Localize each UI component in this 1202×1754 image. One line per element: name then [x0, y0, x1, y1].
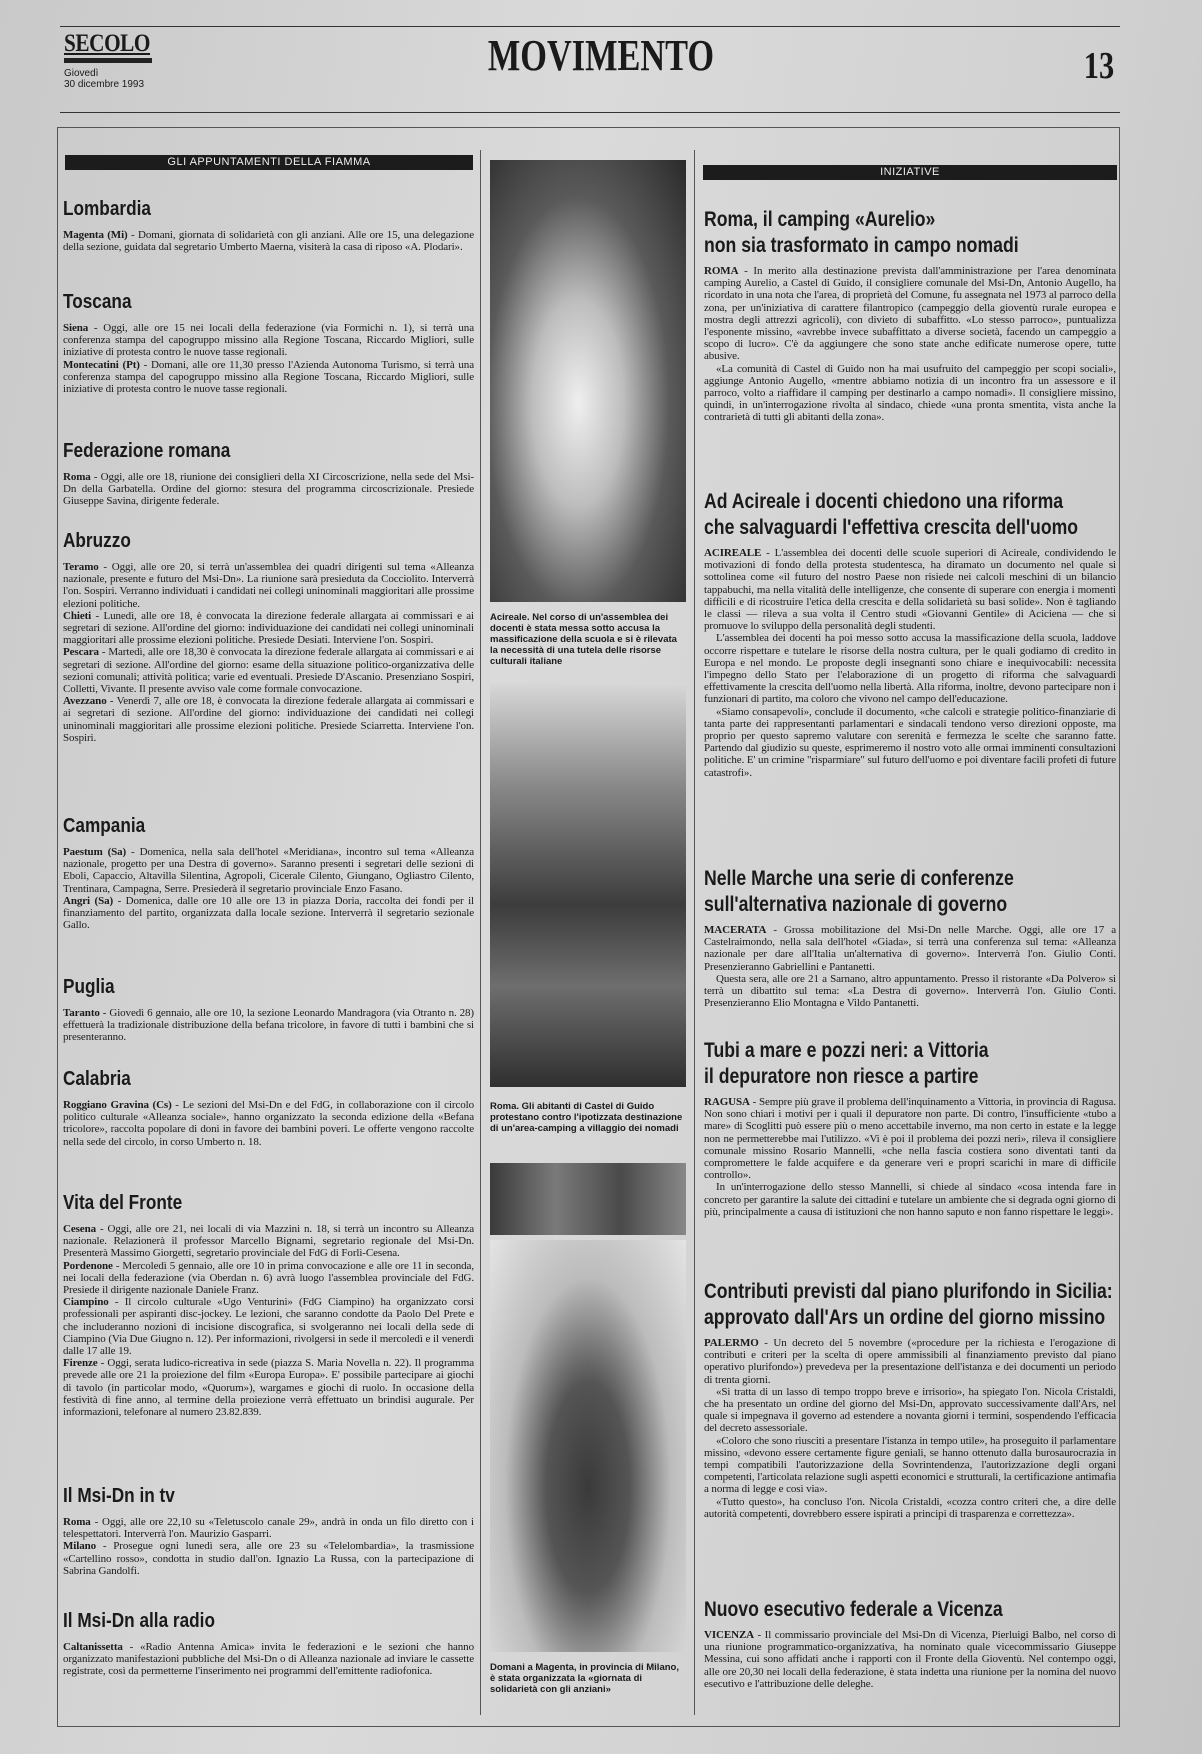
photo-caption: Roma. Gli abitanti di Castel di Guido protestano contro l'ipotizzata destinazione di un'area-camping a villaggio dei nomadi — [490, 1101, 683, 1134]
appointment-entry: Cesena - Oggi, alle ore 21, nei locali di via Mazzini n. 18, si terrà un incontro su Alleanza nazionale. Relazionerà il professor Marcello Bignami, segretario regionale del Msi-Dn. Presenterà Massimo Giorgetti, segretario provinciale del FdG di Forlì-Cesena. — [63, 1223, 474, 1260]
entry-text: Venerdì 7, alle ore 18, è convocata la direzione federale allargata ai commissari e ai segretari di sezione. All'ordine del giorno: individuazione dei candidati nei collegi uninominali maggioritari alle prossime elezioni politiche. Presiede Sciarretta. Interviene l'on. Sospiri. — [63, 695, 474, 744]
paragraph-text: L'assemblea dei docenti ha poi messo sotto accusa la massificazione della scuola, laddove occorre rispettare e tutelare le risorse della nostra cultura, per le quali godiamo di credito in Europa e nel mondo. Le proposte degli insegnanti sono chiare e inequivocabili: necessita l'impegno dello Stato per l'elaborazione di un progetto di riforma che salvaguardi effettivamente la crescita dell'uomo nella libertà. Alla riforma, inoltre, devono partecipare non i funzionari di partito, ma coloro che vivono nel campo dell'educazione. — [704, 632, 1116, 706]
entry-text: Oggi, alle ore 15 nei locali della federazione (via Formichi n. 1), si terrà una conferenza stampa del capogruppo missino alla Regione Toscana, Riccardo Migliori, sulle iniziative di protesta contro le nuove tasse regionali. — [63, 322, 474, 359]
paragraph-text: «La comunità di Castel di Guido non ha mai usufruito del campeggio per scopi sociali», aggiunge Antonio Augello, «mentre abbiamo notizia di un incontro fra un assessore e il parroco, volto a riaffidare il camping per destinarlo a campo nomadi». Il consigliere missino, quindi, in un'interrogazione rivolta al sindaco, chiede «una pronta smentita, vista anche la contrarietà di tutti gli abitanti della zona». — [704, 362, 1116, 424]
right-banner: INIZIATIVE — [703, 165, 1117, 180]
appointment-entry: Firenze - Oggi, serata ludico-ricreativa in sede (piazza S. Maria Novella n. 22). Il programma prevede alle ore 21 la proiezione del film «Europa Europa». E' possibile partecipare ai giochi di tavolo (in particolar modo, «Quorum»), wargames e giochi di ruolo. In occasione della festività di fine anno, al termine della proiezione verrà effettuato un brindisi augurale. Per informazioni, telefonare al numero 23.82.839. — [63, 1357, 474, 1419]
article-dateline: VICENZA — [704, 1629, 755, 1641]
article-paragraph: MACERATA - Grossa mobilitazione del Msi-Dn nelle Marche. Oggi, alle ore 17 a Castelraimondo, nella sala dell'hotel «Giada», si terrà una conferenza sul tema: «Alleanza nazionale per dare all'Italia un'alternativa di governo». Interverrà l'on. Giulio Conti. Presenzieranno Gabriellini e Pantanetti. — [704, 924, 1116, 973]
headline-line: Contributi previsti dal piano plurifondo in Sicilia: — [704, 1280, 1113, 1303]
article-paragraph — [704, 1181, 1116, 1218]
article-paragraph: ACIREALE - L'assemblea dei docenti delle scuole superiori di Acireale, condividendo le motivazioni di fondo della protesta studentesca, ha diramato un documento nel quale si sottolinea come «il futuro del nostro Paese non risiede nei calcoli meschini di un bilancio tappabuchi, ma nella vitalità delle intelligenze, che consente di superare con energia i momenti difficili e di ricostruire l'etica della crescita e della solidarietà su basi solide». Non è tagliando le classi — rileva a sua volta il Centro studi «Giovanni Gentile» di Aciciena — che si promuove lo sviluppo della personalità degli studenti. — [704, 547, 1116, 633]
section-body — [63, 1641, 474, 1678]
section-body — [63, 846, 474, 931]
headline-line: Ad Acireale i docenti chiedono una riforma — [704, 490, 1064, 513]
entry-text: Domenica, dalle ore 10 alle ore 13 in piazza Doria, raccolta dei fondi per il finanziamento del partito, organizzata dalla locale sezione. Interverrà il segretario sezionale Gallo. — [63, 894, 474, 932]
entry-place: Avezzano — [63, 695, 107, 708]
article-headline — [704, 1279, 1116, 1331]
left-banner: GLI APPUNTAMENTI DELLA FIAMMA — [65, 155, 473, 170]
appointment-entry: Taranto - Giovedì 6 gennaio, alle ore 10, la sezione Leonardo Mandragora (via Otranto n. 28) effettuerà la tradizionale distribuzione della befana tricolore, in favore di tutti i bambini che si presenteranno. — [63, 1007, 474, 1044]
entry-place: Montecatini (Pt) — [63, 358, 140, 371]
entry-text: Domani, alle ore 11,30 presso l'Azienda Autonoma Turismo, si terrà una conferenza stampa del capogruppo missino alla Regione Toscana, Riccardo Migliori, sulle iniziative di protesta contro le nuove tasse regionali. — [63, 358, 474, 396]
appointment-section — [63, 529, 474, 744]
entry-place: Caltanissetta — [63, 1641, 123, 1653]
region-heading: Vita del Fronte — [63, 1192, 183, 1214]
appointment-entry: Pescara - Martedì, alle ore 18,30 è convocata la direzione federale allargata ai commissari e ai segretari di sezione. All'ordine del giorno: esame della situazione politico-organizzativa delle sezioni comunali; attività politica; varie ed eventuali. Presiede D'Ascanio. Presenziano Sospiri, Colletti, Vivante. Il presente avviso vale come formale convocazione. — [63, 646, 474, 696]
entry-text: Giovedì 6 gennaio, alle ore 10, la sezione Leonardo Mandragora (via Otranto n. 28) effettuerà la tradizionale distribuzione della befana tricolore, in favore di tutti i bambini che si presenteranno. — [63, 1007, 474, 1044]
paragraph-text: «Coloro che sono riusciti a presentare l'istanza in tempo utile», ha proseguito il parlamentare missino, «devono essere certamente figure geniali, se hanno ottenuto dalla burosaurocrazia in tempi compatibili l'autorizzazione della Sovrintendenza, l'autorizzazione degli organi competenti, l'articolata relazione sugli aspetti economici e strutturali, la certificazione antimafia a norma di legge e così via». — [704, 1434, 1116, 1496]
entry-place: Firenze — [63, 1357, 98, 1370]
region-heading: Il Msi-Dn alla radio — [63, 1610, 215, 1632]
paragraph-text: Il commissario provinciale del Msi-Dn di Vicenza, Pierluigi Balbo, nel corso di una riunione programmatico-organizzativa, ha nominato quale vicecommissario Giuseppe Messina, cui sono affidati anche i rapporti con il Fronte della Gioventù. Nel contempo oggi, alle ore 20,30 nei locali della federazione, è stata indetta una riunione per la nomina del nuovo esecutivo e l'attribuzione delle deleghe. — [704, 1629, 1116, 1690]
appointment-section — [63, 1484, 474, 1577]
region-heading: Abruzzo — [63, 530, 131, 552]
headline-line: Nuovo esecutivo federale a Vicenza — [704, 1598, 1003, 1621]
entry-text: Prosegue ogni lunedì sera, alle ore 23 su «Telelombardia», la trasmissione «Cartellino rosso», condotta in studio dall'on. Ignazio La Russa, con la partecipazione di Sabrina Gandolfi. — [63, 1540, 474, 1577]
photo-castel-di-guido-residents — [490, 683, 686, 1087]
appointment-section — [63, 814, 474, 931]
region-heading: Campania — [63, 815, 146, 837]
entry-place: Angri (Sa) — [63, 894, 114, 907]
appointment-section — [63, 290, 474, 395]
headline-line: che salvaguardi l'effettiva crescita dell'uomo — [704, 516, 1079, 539]
article — [704, 1597, 1116, 1690]
entry-text: Lunedì, alle ore 18, è convocata la direzione federale allargata ai commissari e ai segretari di sezione. All'ordine del giorno: individuazione dei candidati nei collegi uninominali maggioritari alle prossime elezioni politiche. Presiede Desiati. Interviene l'on. Sospiri. — [63, 609, 474, 647]
column-divider — [694, 150, 695, 1715]
region-heading: Puglia — [63, 976, 115, 998]
article — [704, 207, 1116, 424]
headline-line: sull'alternativa nazionale di governo — [704, 893, 1008, 916]
appointment-entry: Milano - Prosegue ogni lunedì sera, alle ore 23 su «Telelombardia», la trasmissione «Cartellino rosso», condotta in studio dall'on. Ignazio La Russa, con la partecipazione di Sabrina Gandolfi. — [63, 1540, 474, 1577]
entry-place: Magenta (Mi) — [63, 229, 128, 241]
paragraph-text: «Tutto questo», ha concluso l'on. Nicola Cristaldi, «cozza contro criteri che, a dire delle autorità competenti, dovrebbero essere ispirati a principi di trasparenza e correttezza». — [704, 1495, 1116, 1520]
appointment-entry: Montecatini (Pt) - Domani, alle ore 11,30 presso l'Azienda Autonoma Turismo, si terrà una conferenza stampa del capogruppo missino alla Regione Toscana, Riccardo Migliori, sulle iniziative di protesta contro le nuove tasse regionali. — [63, 358, 474, 396]
article-paragraph: PALERMO - Un decreto del 5 novembre («procedure per la richiesta e l'erogazione di contributi e criteri per la scelta di opere ammissibili al finanziamento previsto dal piano operativo plurifondo») prevedeva per la presentazione dell'istanza e dei documenti un periodo di trenta giorni. — [704, 1337, 1116, 1386]
column-divider — [480, 150, 481, 1715]
article-headline — [704, 1597, 1116, 1623]
entry-text: Le sezioni del Msi-Dn e del FdG, in collaborazione con il circolo politico culturale «Alleanza sociale», hanno organizzato la seconda edizione della «Befana tricolore», raccolta popolare di doni in favore dei bambini poveri. Le offerte vengono raccolte nella sede del circolo, in corso Umberto n. 18. — [63, 1099, 474, 1148]
masthead-logo: SECOLO — [64, 30, 151, 57]
article-dateline: MACERATA — [704, 924, 767, 936]
entry-place: Roma — [63, 1516, 91, 1528]
entry-text: Mercoledì 5 gennaio, alle ore 10 in prima convocazione e alle ore 11 in seconda, nei locali della federazione (via Oberdan n. 6) avrà luogo l'assemblea provinciale del FdG. Presiede il dirigente nazionale Daniele Franz. — [63, 1259, 474, 1297]
article-body — [704, 1337, 1116, 1520]
entry-place: Roggiano Gravina (Cs) — [63, 1099, 172, 1111]
entry-text: Oggi, alle ore 21, nei locali di via Mazzini n. 18, si terrà un incontro su Alleanza nazionale. Relazionerà il professor Marcello Bignami, segretario regionale del Msi-Dn. Presenterà Massimo Giorgetti, segretario provinciale del FdG di Forlì-Cesena. — [63, 1223, 474, 1260]
section-body — [63, 471, 474, 508]
entry-place: Pordenone — [63, 1259, 113, 1272]
photo-caption: Domani a Magenta, in provincia di Milano, è stata organizzata la «giornata di solidarietà con gli anziani» — [490, 1662, 679, 1695]
entry-text: Oggi, serata ludico-ricreativa in sede (piazza S. Maria Novella n. 22). Il programma prevede alle ore 21 la proiezione del film «Europa Europa». E' possibile partecipare ai giochi di tavolo (in particolar modo, «Quorum»), wargames e giochi di ruolo. In occasione della festività di fine anno, al termine della proiezione verrà effettuato un brindisi augurale. Per informazioni, telefonare al numero 23.82.839. — [63, 1357, 474, 1419]
section-body — [63, 1099, 474, 1148]
article-body — [704, 265, 1116, 424]
paragraph-text: L'assemblea dei docenti delle scuole superiori di Acireale, condividendo le motivazioni di fondo della protesta studentesca, ha diramato un documento nel quale si sottolinea come «il futuro del nostro Paese non risiede nei calcoli meschini di un bilancio tappabuchi, ma nella vitalità delle intelligenze, che consente di superare con energia i momenti difficili e di ricostruire l'etica della crescita e della solidarietà su basi solide». Non è tagliando le classi — rileva a sua volta il Centro studi «Giovanni Gentile» di Aciciena — che si promuove lo sviluppo della personalità degli studenti. — [704, 547, 1116, 633]
region-heading: Federazione romana — [63, 440, 231, 462]
entry-text: Domenica, nella sala dell'hotel «Meridiana», incontro sul tema «Alleanza nazionale, progetto per una Destra di governo». Saranno presenti i segretari delle sezioni di Eboli, Capaccio, Altavilla Silentina, Agropoli, Cicerale Cilento, Giungano, Ogliastro Cilento, Trentinara, Campagna, Serre. Presiederà il segretario provinciale Enzo Fasano. — [63, 846, 474, 895]
entry-text: Martedì, alle ore 18,30 è convocata la direzione federale allargata ai commissari e ai segretari di sezione. All'ordine del giorno: esame della situazione politico-organizzativa delle sezioni comunali; attività politica; varie ed eventuali. Presiede D'Ascanio. Presenziano Sospiri, Colletti, Vivante. Il presente avviso vale come formale convocazione. — [63, 646, 474, 696]
region-heading: Toscana — [63, 291, 132, 313]
entry-place: Teramo — [63, 561, 99, 573]
paragraph-text: In un'interrogazione dello stesso Mannelli, si chiede al sindaco «cosa intenda fare in concreto per garantire la salute dei cittadini e tutelare un ambiente che si degrada ogni giorno di più, principalmente a causa di istituzioni che non hanno saputo e non fanno rispettare le leggi». — [704, 1181, 1116, 1218]
entry-place: Paestum (Sa) — [63, 846, 127, 858]
photo-strip — [490, 1163, 686, 1235]
entry-place: Roma — [63, 471, 91, 483]
article — [704, 1038, 1116, 1218]
section-body — [63, 561, 474, 744]
article-paragraph — [704, 1435, 1116, 1496]
section-body — [63, 1223, 474, 1418]
article-headline — [704, 866, 1116, 918]
headline-line: Nelle Marche una serie di conferenze — [704, 867, 1014, 890]
article-headline — [704, 1038, 1116, 1090]
article-paragraph: ROMA - In merito alla destinazione prevista dall'amministrazione per l'area denominata camping Aurelio, a Castel di Guido, il consigliere comunale del Msi-Dn, Antonio Augello, ha ricordato in una nota che l'area, di proprietà del Comune, fu assegnata nel 1973 al parroco della zona, per un'iniziativa di carattere filantropico (campeggio della gioventù rurale europea e mostra degli attrezzi agricoli), con divieto di subaffitto. «Lo stesso parroco», puntualizza l'esponente missino, «avrebbe invece subaffittato a diverse società, facendo un campeggio a scopo di lucro». C'è da aggiungere che sono state anche edificate numerose opere, tutte abusive. — [704, 265, 1116, 363]
header-rule — [60, 112, 1120, 113]
region-heading: Il Msi-Dn in tv — [63, 1485, 175, 1507]
photo-elderly-man-bench — [490, 1240, 686, 1652]
article-paragraph: VICENZA - Il commissario provinciale del Msi-Dn di Vicenza, Pierluigi Balbo, nel corso di una riunione programmatico-organizzativa, ha nominato quale vicecommissario Giuseppe Messina, cui sono affidati anche i rapporti con il Fronte della Gioventù. Nel contempo oggi, alle ore 20,30 nei locali della federazione, è stata indetta una riunione per la nomina del nuovo esecutivo e l'attribuzione delle deleghe. — [704, 1629, 1116, 1690]
appointment-entry: Paestum (Sa) - Domenica, nella sala dell'hotel «Meridiana», incontro sul tema «Alleanza nazionale, progetto per una Destra di governo». Saranno presenti i segretari delle sezioni di Eboli, Capaccio, Altavilla Silentina, Agropoli, Cicerale Cilento, Giungano, Ogliastro Cilento, Trentinara, Campagna, Serre. Presiederà il segretario provinciale Enzo Fasano. — [63, 846, 474, 895]
headline-line: non sia trasformato in campo nomadi — [704, 234, 1019, 257]
headline-line: approvato dall'Ars un ordine del giorno missino — [704, 1306, 1106, 1329]
paragraph-text: Grossa mobilitazione del Msi-Dn nelle Marche. Oggi, alle ore 17 a Castelraimondo, nella sala dell'hotel «Giada», si terrà una conferenza sul tema: «Alleanza nazionale per dare all'Italia un'alternativa di governo». Interverrà l'on. Giulio Conti. Presenzieranno Gabriellini e Pantanetti. — [704, 924, 1116, 973]
section-body — [63, 1007, 474, 1044]
article-paragraph — [704, 363, 1116, 424]
entry-text: «Radio Antenna Amica» invita le federazioni e le sezioni che hanno organizzato manifestazioni pubbliche del Msi-Dn o di Alleanza nazionale ad inviare le cassette registrate, così da permetterne l'inserimento nei programmi dell'emittente radiofonica. — [63, 1641, 474, 1678]
appointment-entry: Avezzano - Venerdì 7, alle ore 18, è convocata la direzione federale allargata ai commissari e ai segretari di sezione. All'ordine del giorno: individuazione dei candidati nei collegi uninominali maggioritari alle prossime elezioni politiche. Presiede Sciarretta. Interviene l'on. Sospiri. — [63, 695, 474, 744]
appointment-entry: Magenta (Mi) - Domani, giornata di solidarietà con gli anziani. Alle ore 15, una delegazione della sezione, guidata dal segretario Umberto Maerna, visiterà la casa di riposo «A. Plodari». — [63, 229, 474, 254]
region-heading: Lombardia — [63, 198, 151, 220]
article-dateline: ACIREALE — [704, 547, 762, 559]
article-headline — [704, 489, 1116, 541]
appointment-entry: Siena - Oggi, alle ore 15 nei locali della federazione (via Formichi n. 1), si terrà una conferenza stampa del capogruppo missino alla Regione Toscana, Riccardo Migliori, sulle iniziative di protesta contro le nuove tasse regionali. — [63, 322, 474, 359]
article-paragraph — [704, 1496, 1116, 1520]
entry-text: Il circolo culturale «Ugo Venturini» (FdG Ciampino) ha organizzato corsi professionali per aspiranti disc-jockey. Le lezioni, che saranno condotte da Paolo Del Prete e che includeranno nozioni di incisione discografica, si svolgeranno nei locali della sede di Ciampino (Via Due Giugno n. 12). Per informazioni, rivolgersi in sede il mercoledì e il venerdì dalle 17 alle 19. — [63, 1296, 474, 1358]
article-paragraph — [704, 973, 1116, 1010]
appointment-entry: Ciampino - Il circolo culturale «Ugo Venturini» (FdG Ciampino) ha organizzato corsi professionali per aspiranti disc-jockey. Le lezioni, che saranno condotte da Paolo Del Prete e che includeranno nozioni di incisione discografica, si svolgeranno nei locali della sede di Ciampino (Via Due Giugno n. 12). Per informazioni, rivolgersi in sede il mercoledì e il venerdì dalle 17 alle 19. — [63, 1296, 474, 1358]
article-body — [704, 924, 1116, 1009]
entry-text: Oggi, alle ore 18, riunione dei consiglieri della XI Circoscrizione, nella sede del Msi-Dn della Garbatella. Ordine del giorno: stesura del programma circoscrizionale. Presiede Giuseppe Savina, dirigente federale. — [63, 471, 474, 508]
top-rule — [60, 26, 1120, 27]
paragraph-text: Un decreto del 5 novembre («procedure per la richiesta e l'erogazione di contributi e criteri per la scelta di opere ammissibili al finanziamento previsto dal piano operativo plurifondo») prevedeva per la presentazione dell'istanza e dei documenti un periodo di trenta giorni. — [704, 1337, 1116, 1386]
entry-place: Chieti — [63, 609, 92, 622]
entry-text: Domani, giornata di solidarietà con gli anziani. Alle ore 15, una delegazione della sezione, guidata dal segretario Umberto Maerna, visiterà la casa di riposo «A. Plodari». — [63, 229, 474, 254]
article-paragraph — [704, 1386, 1116, 1435]
headline-line: il depuratore non riesce a partire — [704, 1065, 979, 1088]
entry-place: Siena — [63, 322, 89, 334]
page-number: 13 — [1083, 45, 1115, 87]
paragraph-text: In merito alla destinazione prevista dall'amministrazione per l'area denominata camping Aurelio, a Castel di Guido, il consigliere comunale del Msi-Dn, Antonio Augello, ha ricordato in una nota che l'area, di proprietà del Comune, fu assegnata nel 1973 al parroco della zona, per un'iniziativa di carattere filantropico (campeggio della gioventù rurale europea e mostra degli attrezzi agricoli), con divieto di subaffitto. «Lo stesso parroco», puntualizza l'esponente missino, «avrebbe invece subaffittato a diverse società, facendo un campeggio a scopo di lucro». C'è da aggiungere che sono state anche edificate numerose opere, tutte abusive. — [704, 265, 1116, 363]
article-body — [704, 1629, 1116, 1690]
appointment-entry: Roma - Oggi, alle ore 18, riunione dei consiglieri della XI Circoscrizione, nella sede del Msi-Dn della Garbatella. Ordine del giorno: stesura del programma circoscrizionale. Presiede Giuseppe Savina, dirigente federale. — [63, 471, 474, 508]
article-dateline: ROMA — [704, 265, 739, 277]
region-heading: Calabria — [63, 1068, 131, 1090]
section-body — [63, 1516, 474, 1577]
photo-caption: Acireale. Nel corso di un'assemblea dei docenti è stata messa sotto accusa la massificazione della scuola e si è rilevata la necessità di una tutela delle risorse culturali italiane — [490, 612, 677, 667]
article-headline — [704, 207, 1116, 259]
headline-line: Tubi a mare e pozzi neri: a Vittoria — [704, 1039, 989, 1062]
issue-weekday: Giovedì — [64, 68, 99, 79]
entry-text: Oggi, alle ore 20, si terrà un'assemblea dei quadri dirigenti sul tema «Alleanza nazionale, presente e futuro del Msi-Dn». La riunione sarà presieduta da Cocciolito. Interverrà l'on. Sospiri. Verranno individuati i candidati nei collegi uninominali maggioritari alle prossime elezioni politiche. — [63, 561, 474, 610]
entry-place: Milano — [63, 1540, 97, 1553]
appointment-entry: Caltanissetta - «Radio Antenna Amica» invita le federazioni e le sezioni che hanno organizzato manifestazioni pubbliche del Msi-Dn o di Alleanza nazionale ad inviare le cassette registrate, così da permetterne l'inserimento nei programmi dell'emittente radiofonica. — [63, 1641, 474, 1678]
appointment-section — [63, 1609, 474, 1678]
paragraph-text: Questa sera, alle ore 21 a Sarnano, altro appuntamento. Presso il ristorante «Da Polvero» si terrà un dibattito sul tema: «La Destra di governo». Interverrà l'on. Giulio Conti. Presenzieranno Elio Montagna e Vildo Pantanetti. — [704, 972, 1116, 1010]
entry-place: Ciampino — [63, 1296, 109, 1309]
headline-line: Roma, il camping «Aurelio» — [704, 208, 936, 231]
article — [704, 866, 1116, 1009]
article-dateline: RAGUSA — [704, 1096, 750, 1108]
paragraph-text: «Si tratta di un lasso di tempo troppo breve e irrisorio», ha spiegato l'on. Nicola Cristaldi, che ha presentato un ordine del giorno del Msi-Dn, approvato successivamente dall'Ars, nel quale si impegnava il governo ad estendere a novanta giorni i termini, sospendendo l'efficacia del decreto assessoriale. — [704, 1385, 1116, 1435]
appointment-entry: Pordenone - Mercoledì 5 gennaio, alle ore 10 in prima convocazione e alle ore 11 in seconda, nei locali della federazione (via Oberdan n. 6) avrà luogo l'assemblea provinciale del FdG. Presiede il dirigente nazionale Daniele Franz. — [63, 1259, 474, 1297]
article-body — [704, 1096, 1116, 1218]
section-body — [63, 229, 474, 253]
entry-place: Pescara — [63, 646, 99, 659]
article — [704, 1279, 1116, 1520]
appointment-section — [63, 197, 474, 253]
paragraph-text: Sempre più grave il problema dell'inquinamento a Vittoria, in provincia di Ragusa. Non sono chiari i motivi per i quali il depuratore non parte. Di contro, l'insufficiente «tubo a mare» di Scoglitti può essere più o meno accettabile inverno, ma non certo in estate e la legge non ne permetterebbe mai l'utilizzo. «Vi è poi il problema dei pozzi neri», rileva il consigliere comunale missino Rosario Mannelli, «che nella fascia costiera sono diventati tanti da compromettere le falde acquifere e da generare veri e propri scarichi in mare di difficile controllo». — [704, 1096, 1116, 1182]
article — [704, 489, 1116, 779]
article-paragraph: RAGUSA - Sempre più grave il problema dell'inquinamento a Vittoria, in provincia di Ragusa. Non sono chiari i motivi per i quali il depuratore non parte. Di contro, l'insufficiente «tubo a mare» di Scoglitti può essere più o meno accettabile inverno, ma non certo in estate e la legge non ne permetterebbe mai l'utilizzo. «Vi è poi il problema dei pozzi neri», rileva il consigliere comunale missino Rosario Mannelli, «che nella fascia costiera sono diventati tanti da compromettere le falde acquifere e da generare veri e propri scarichi in mare di difficile controllo». — [704, 1096, 1116, 1182]
appointment-section — [63, 439, 474, 508]
article-body — [704, 547, 1116, 779]
appointment-entry: Chieti - Lunedì, alle ore 18, è convocata la direzione federale allargata ai commissari e ai segretari di sezione. All'ordine del giorno: individuazione dei candidati nei collegi uninominali maggioritari alle prossime elezioni politiche. Presiede Desiati. Interviene l'on. Sospiri. — [63, 609, 474, 647]
issue-full-date: 30 dicembre 1993 — [64, 79, 145, 90]
appointment-entry: Teramo - Oggi, alle ore 20, si terrà un'assemblea dei quadri dirigenti sul tema «Alleanza nazionale, presente e futuro del Msi-Dn». La riunione sarà presieduta da Cocciolito. Interverrà l'on. Sospiri. Verranno individuati i candidati nei collegi uninominali maggioritari alle prossime elezioni politiche. — [63, 561, 474, 610]
appointment-entry: Roma - Oggi, alle ore 22,10 su «Teletuscolo canale 29», andrà in onda un filo diretto con i telespettatori. Interverrà l'on. Maurizio Gasparri. — [63, 1516, 474, 1541]
photo-acireale-students — [490, 160, 686, 602]
article-paragraph — [704, 706, 1116, 779]
entry-place: Cesena — [63, 1223, 97, 1235]
appointment-entry: Angri (Sa) - Domenica, dalle ore 10 alle ore 13 in piazza Doria, raccolta dei fondi per il finanziamento del partito, organizzata dalla locale sezione. Interverrà il segretario sezionale Gallo. — [63, 894, 474, 932]
appointment-section — [63, 1067, 474, 1148]
paragraph-text: «Siamo consapevoli», conclude il documento, «che calcoli e strategie politico-finanziarie di tanta parte dei rappresentanti parlamentari e sindacali tendono verso direzioni opposte, ma proprio per questo sapremo valutare con serenità e fermezza le scelte che saranno fatte. Partendo dal giudizio su queste, esprimeremo il nostro voto alle ormai imminenti consultazioni politiche. E' un crimine "risparmiare" sul futuro dell'uomo e poi diventare facili profeti di future catastrofi». — [704, 705, 1116, 779]
section-body — [63, 322, 474, 395]
appointment-section — [63, 975, 474, 1044]
entry-place: Taranto — [63, 1007, 100, 1019]
appointment-entry: Roggiano Gravina (Cs) - Le sezioni del Msi-Dn e del FdG, in collaborazione con il circolo politico culturale «Alleanza sociale», hanno organizzato la seconda edizione della «Befana tricolore», raccolta popolare di doni in favore dei bambini poveri. Le offerte vengono raccolte nella sede del circolo, in corso Umberto n. 18. — [63, 1099, 474, 1148]
appointment-section — [63, 1191, 474, 1418]
article-paragraph — [704, 632, 1116, 705]
article-dateline: PALERMO — [704, 1337, 759, 1349]
entry-text: Oggi, alle ore 22,10 su «Teletuscolo canale 29», andrà in onda un filo diretto con i telespettatori. Interverrà l'on. Maurizio Gasparri. — [63, 1516, 474, 1541]
page-section-title: MOVIMENTO — [487, 31, 715, 80]
